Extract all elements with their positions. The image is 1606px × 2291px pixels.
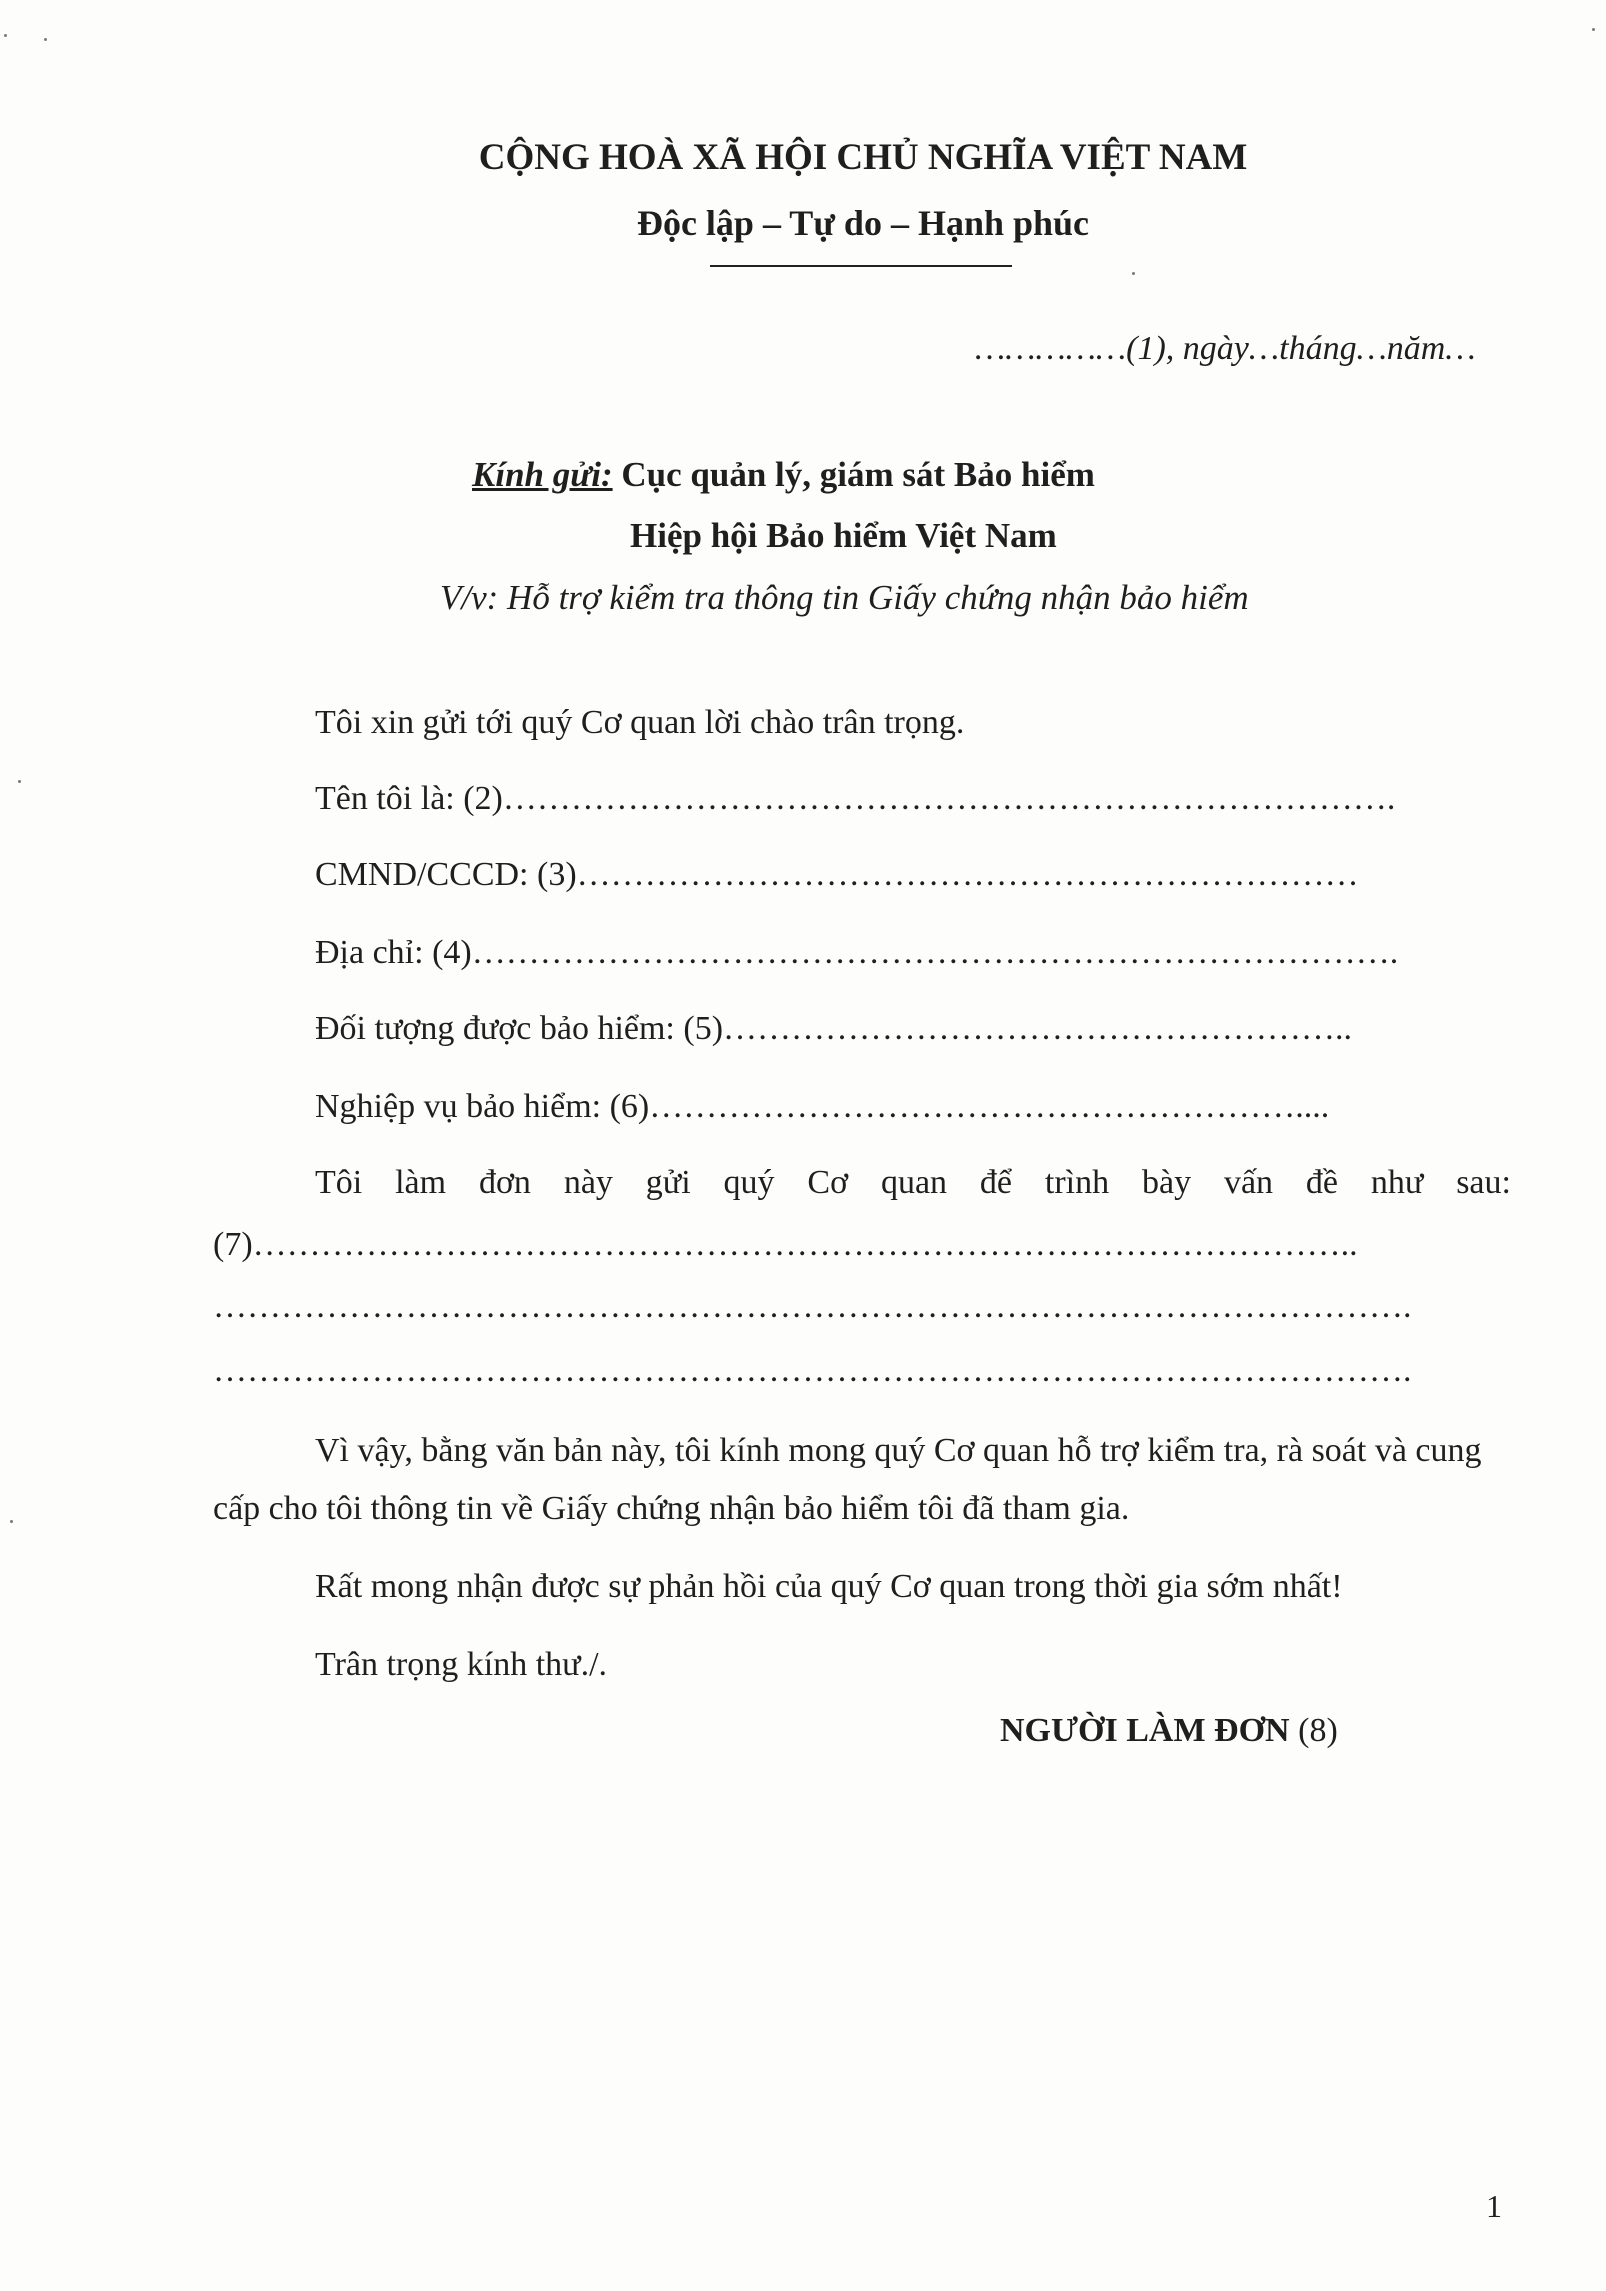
purpose-word: Cơ bbox=[807, 1164, 849, 1201]
purpose-word: vấn bbox=[1223, 1164, 1274, 1201]
blank-dotted-line: ……………………………………………………………………………………………. bbox=[213, 1352, 1412, 1389]
closing-hope-line: Rất mong nhận được sự phản hồi của quý Cơ quan trong thời gia sớm nhất! bbox=[315, 1568, 1343, 1605]
page-number: 1 bbox=[1486, 2188, 1502, 2224]
purpose-word: này bbox=[563, 1164, 613, 1201]
field-name: Tên tôi là: (2)……………………………………………………………………. bbox=[315, 780, 1396, 817]
motto-underline bbox=[710, 265, 1012, 267]
recipient-line bbox=[472, 455, 1095, 495]
field-id-number: CMND/CCCD: (3)…………………………………………………………… bbox=[315, 856, 1359, 893]
field-address: Địa chỉ: (4)………………………………………………………………………. bbox=[315, 934, 1399, 971]
purpose-word: như bbox=[1370, 1164, 1424, 1201]
purpose-word: quý bbox=[723, 1164, 775, 1201]
purpose-line bbox=[315, 1164, 1511, 1202]
subject-line: V/v: Hỗ trợ kiểm tra thông tin Giấy chứng nhận bảo hiểm bbox=[440, 578, 1249, 617]
purpose-word: làm bbox=[395, 1164, 447, 1201]
nation-motto: Độc lập – Tự do – Hạnh phúc bbox=[636, 203, 1090, 243]
purpose-word: bày bbox=[1141, 1164, 1192, 1201]
date-line: ……………(1), ngày…tháng…năm… bbox=[975, 330, 1476, 367]
closing-regards-line: Trân trọng kính thư./. bbox=[315, 1646, 608, 1683]
recipient-first: Cục quản lý, giám sát Bảo hiểm bbox=[621, 455, 1095, 494]
closing-paragraph-line: cấp cho tôi thông tin về Giấy chứng nhận bảo hiểm tôi đã tham gia. bbox=[213, 1490, 1130, 1527]
recipient-label: Kính gửi: bbox=[472, 455, 613, 494]
purpose-word: sau: bbox=[1456, 1164, 1511, 1201]
signer-note: (8) bbox=[1298, 1712, 1338, 1749]
purpose-word: đề bbox=[1305, 1164, 1339, 1201]
nation-title: CỘNG HOÀ XÃ HỘI CHỦ NGHĨA VIỆT NAM bbox=[478, 137, 1248, 178]
blank-dotted-line: ……………………………………………………………………………………………. bbox=[213, 1288, 1412, 1325]
greeting: Tôi xin gửi tới quý Cơ quan lời chào trân trọng. bbox=[315, 704, 965, 741]
scan-speck bbox=[10, 1520, 13, 1523]
purpose-word: để bbox=[979, 1164, 1013, 1201]
purpose-word: gửi bbox=[645, 1164, 691, 1201]
scan-speck bbox=[44, 38, 47, 41]
scan-speck bbox=[1592, 28, 1595, 31]
scan-speck bbox=[1132, 272, 1135, 275]
scan-speck bbox=[4, 34, 7, 37]
purpose-word: quan bbox=[880, 1164, 948, 1201]
purpose-word: đơn bbox=[478, 1164, 531, 1201]
signer-label: NGƯỜI LÀM ĐƠN bbox=[1000, 1712, 1290, 1749]
scan-speck bbox=[18, 780, 21, 783]
field-insured-object: Đối tượng được bảo hiểm: (5)……………………………………………….. bbox=[315, 1010, 1353, 1047]
signer-block bbox=[1000, 1712, 1338, 1750]
closing-paragraph-line: Vì vậy, bằng văn bản này, tôi kính mong quý Cơ quan hỗ trợ kiểm tra, rà soát và cung bbox=[315, 1432, 1482, 1469]
field-insurance-service: Nghiệp vụ bảo hiểm: (6)………………………………………………….... bbox=[315, 1088, 1330, 1125]
item-7-line: (7)…………………………………………………………………………………….. bbox=[213, 1226, 1358, 1263]
purpose-word: trình bbox=[1044, 1164, 1110, 1201]
recipient-second: Hiệp hội Bảo hiểm Việt Nam bbox=[630, 516, 1057, 555]
purpose-word: Tôi bbox=[315, 1164, 363, 1201]
